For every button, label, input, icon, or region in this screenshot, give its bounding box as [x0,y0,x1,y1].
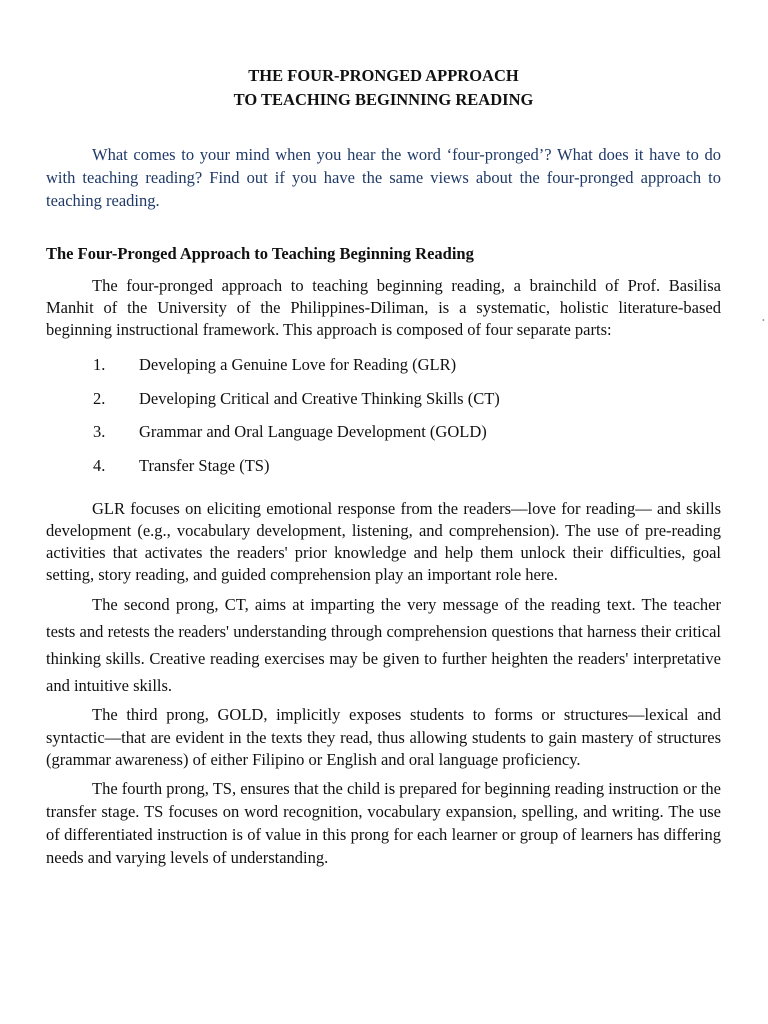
title-line-1: THE FOUR-PRONGED APPROACH [248,66,519,85]
paragraph-ts: The fourth prong, TS, ensures that the child is prepared for beginning reading instruction or the transfer stage. TS focuses on word recognition, vocabulary expansion, spelling, and writing. The use of differentiated instruction is of value in this prong for each learner or group of learners has differing needs and varying levels of understanding. [46,778,721,867]
title-line-2: TO TEACHING BEGINNING READING [233,90,534,109]
paragraph-overview: The four-pronged approach to teaching beginning reading, a brainchild of Prof. Basilisa Manhit of the University of the Philippines-Diliman, is a systematic, holistic literature-based beginning instructional framework. This approach is composed of four separate parts: [46,276,721,339]
list-item-text: Transfer Stage (TS) [139,455,270,475]
list-item-number: 1. [93,355,106,374]
list-item-number: 4. [93,455,106,475]
intro-paragraph: What comes to your mind when you hear the word ‘four-pronged’? What does it have to do with teaching reading? Find out if you have the same views about the four-pronged approach to teaching reading. [46,145,721,210]
section-heading: The Four-Pronged Approach to Teaching Beginning Reading [46,244,474,263]
list-item-text: Developing Critical and Creative Thinking Skills (CT) [139,388,500,408]
paragraph-ct: The second prong, CT, aims at imparting the very message of the reading text. The teacher tests and retests the readers' understanding through comprehension questions that harness their critical thinking skills. Creative reading exercises may be given to further heighten the readers' interpretative and intuitive skills. [46,595,721,695]
document-title [46,64,721,112]
paragraph-glr: GLR focuses on eliciting emotional response from the readers—love for reading— and skills development (e.g., vocabulary development, listening, and comprehension). The use of pre-reading activities that activates the readers' prior knowledge and help them unlock their difficulties, goal setting, story reading, and guided comprehension play an important role here. [46,499,721,584]
document-page [46,64,721,869]
list-item-text: Developing a Genuine Love for Reading (GLR) [139,355,457,374]
list-item [46,353,721,387]
page-edge-mark: • [762,316,765,325]
prong-list [46,353,721,487]
list-item [46,420,721,454]
list-item-number: 3. [93,422,106,441]
list-item-number: 2. [93,388,106,408]
list-item [46,454,721,488]
list-item [46,387,721,421]
list-item-text: Grammar and Oral Language Development (GOLD) [139,422,487,441]
paragraph-gold: The third prong, GOLD, implicitly exposes students to forms or structures—lexical and syntactic—that are evident in the texts they read, thus allowing students to gain mastery of structures (grammar awareness) of either Filipino or English and oral language proficiency. [46,705,721,769]
